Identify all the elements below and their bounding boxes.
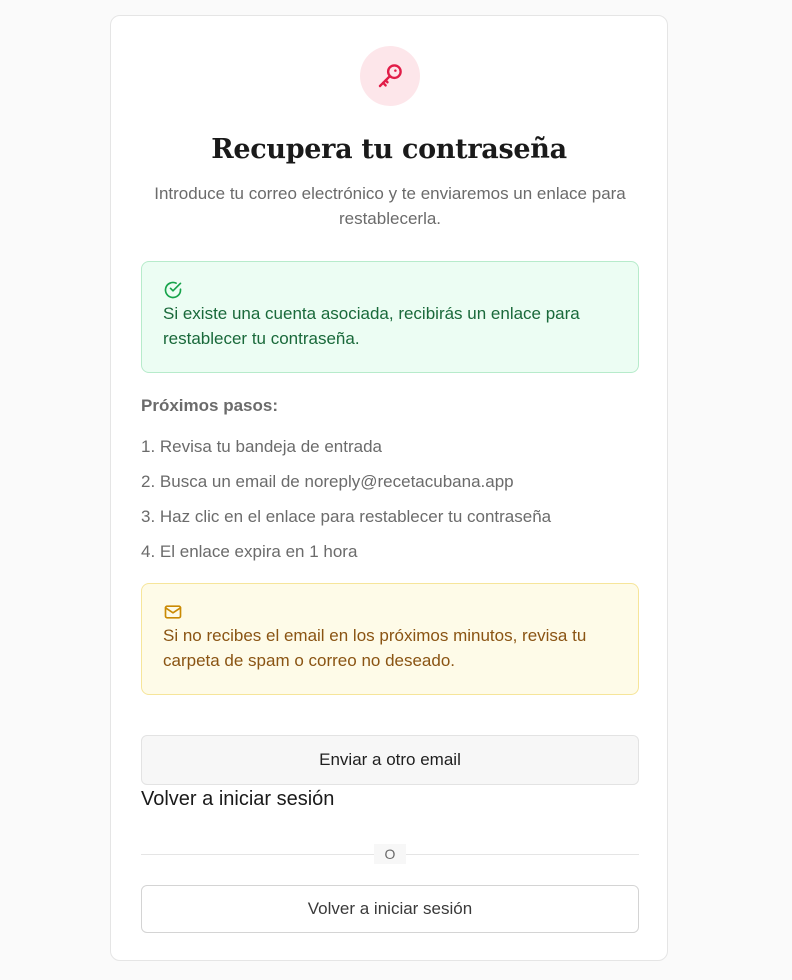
step-item: 4. El enlace expira en 1 hora: [141, 542, 358, 561]
key-icon: [375, 61, 405, 91]
resend-email-button[interactable]: Enviar a otro email: [141, 735, 639, 785]
back-to-login-link[interactable]: Volver a iniciar sesión: [141, 788, 335, 810]
next-steps-title: Próximos pasos:: [141, 396, 278, 415]
step-item: 3. Haz clic en el enlace para restablecer tu contraseña: [141, 507, 552, 526]
spam-warning-text: Si no recibes el email en los próximos minutos, revisa tu carpeta de spam o correo no deseado.: [163, 626, 587, 670]
page-subtitle: Introduce tu correo electrónico y te enviaremos un enlace para restablecerla.: [154, 184, 626, 228]
step-item: 2. Busca un email de noreply@recetacubana.app: [141, 472, 514, 491]
spam-warning-alert: [141, 583, 639, 695]
success-alert-text: Si existe una cuenta asociada, recibirás un enlace para restablecer tu contraseña.: [163, 304, 580, 348]
next-steps-list: [141, 434, 639, 574]
page-title: Recupera tu contraseña: [211, 134, 567, 165]
step-item: 1. Revisa tu bandeja de entrada: [141, 437, 383, 456]
key-icon-badge: [360, 46, 420, 106]
password-recovery-card: [110, 15, 668, 961]
check-circle-icon: [163, 280, 183, 300]
mail-icon: [163, 602, 183, 622]
back-to-login-button[interactable]: Volver a iniciar sesión: [141, 885, 639, 933]
success-alert: [141, 261, 639, 373]
divider-label: O: [374, 844, 406, 864]
